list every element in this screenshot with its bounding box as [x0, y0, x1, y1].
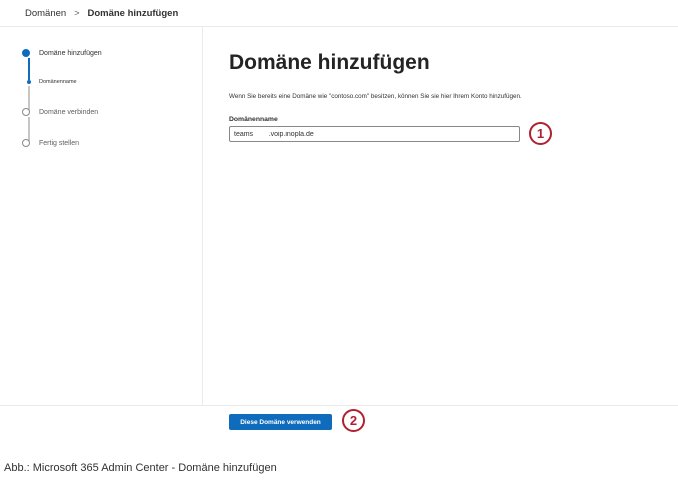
step-connect-domain[interactable] [22, 108, 98, 116]
page-title: Domäne hinzufügen [229, 51, 430, 74]
figure-caption: Abb.: Microsoft 365 Admin Center - Domäne hinzufügen [4, 462, 277, 474]
callout-2: 2 [342, 409, 365, 432]
step-finish[interactable] [22, 139, 79, 147]
step-add-domain[interactable] [22, 49, 102, 57]
step-pending-dot-icon [22, 108, 30, 116]
callout-1: 1 [529, 122, 552, 145]
step-connector-done [28, 58, 30, 80]
substep-label: Domänenname [39, 79, 77, 85]
wizard [0, 27, 678, 405]
description-text: Wenn Sie bereits eine Domäne wie "contoso.com" besitzen, können Sie sie hier Ihrem Konto hinzufügen. [229, 93, 522, 100]
domain-name-label: Domänenname [229, 116, 278, 123]
wizard-stepper [0, 27, 203, 405]
step-current-dot-icon [22, 49, 30, 57]
breadcrumb-current: Domäne hinzufügen [87, 7, 179, 19]
chevron-right-icon: > [74, 8, 80, 18]
domain-name-input[interactable] [229, 126, 520, 142]
step-label: Domäne verbinden [39, 108, 99, 116]
use-this-domain-button[interactable]: Diese Domäne verwenden [229, 414, 332, 430]
step-label: Domäne hinzufügen [39, 49, 102, 57]
step-pending-dot-icon [22, 139, 30, 147]
step-label: Fertig stellen [39, 139, 80, 147]
breadcrumb [0, 0, 678, 27]
substep-domain-name[interactable] [27, 79, 77, 85]
breadcrumb-domains-link[interactable]: Domänen [25, 7, 67, 19]
step-connector [28, 117, 30, 141]
substep-dot-icon [27, 80, 31, 84]
wizard-footer [0, 405, 678, 443]
step-connector [28, 86, 30, 110]
